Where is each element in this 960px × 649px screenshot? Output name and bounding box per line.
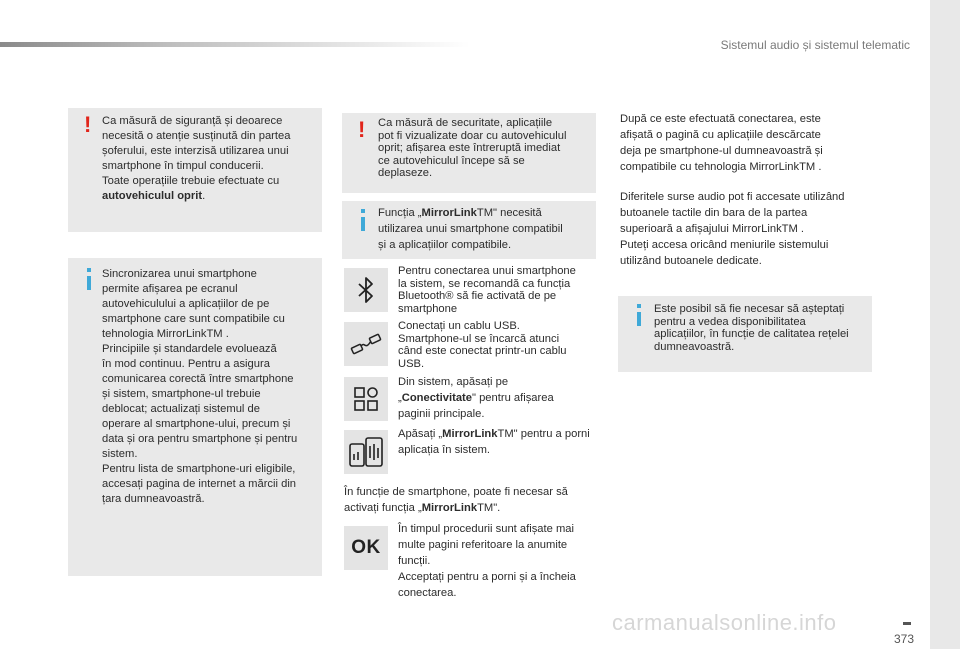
sync-info-text: Sincronizarea unui smartphone permite afișarea pe ecranul autovehiculului a aplicațiilor de pe smartphone care sunt compatibile cu tehnologia MirrorLinkTM . Principiile și standardele evoluează în mod continuu. Pentru a asigura comunicarea corectă între smartphone și sistem, smartphone-ul trebuie deblocat; actualizați sistemul de operare al smartphone-ului, precum și data și ora pentru smartphone și pentru sistem. Pentru lista de smartphone-uri eligibile, accesați pagina de internet a mărcii din țara dumneavoastră. — [102, 268, 298, 505]
mirrorlink-icon-box — [344, 430, 388, 474]
connectivity-icon-box — [344, 377, 388, 421]
info-icon-dot — [361, 209, 365, 213]
mirrorlink-phone-icon — [348, 436, 384, 468]
activate-mirrorlink-text: În funcție de smartphone, poate fi necesar să activați funcția „MirrorLinkTM". — [344, 486, 568, 514]
info-icon-dot — [87, 268, 91, 272]
mirrorlink-requirement-text: Funcția „MirrorLinkTM" necesită utilizarea unui smartphone compatibil și a aplicațiilor compatibile. — [378, 207, 563, 251]
ok-button-icon: OK — [351, 537, 381, 558]
bluetooth-step-text: Pentru conectarea unui smartphone la sistem, se recomandă ca funcția Bluetooth® să fie activată de pe smartphone — [398, 265, 576, 315]
warning-icon: ! — [358, 117, 366, 142]
page-edge-tab — [930, 0, 960, 649]
section-title: Sistemul audio și sistemul telematic — [720, 38, 910, 52]
usb-step-text: Conectați un cablu USB. Smartphone-ul se încarcă atunci când este conectat printr-un cablu USB. — [398, 320, 567, 370]
ok-icon-box — [344, 526, 388, 570]
usb-cable-icon — [349, 329, 383, 359]
connectivity-step-text: Din sistem, apăsați pe „Conectivitate" pentru afișarea paginii principale. — [398, 376, 554, 420]
info-icon — [637, 312, 641, 326]
mirrorlink-requirement-box — [342, 201, 596, 259]
info-icon — [361, 217, 365, 231]
ok-step-text: În timpul procedurii sunt afișate mai multe pagini referitoare la anumite funcții. Acceptați pentru a porni și a încheia conectarea. — [398, 523, 576, 599]
sync-info-box — [68, 258, 322, 576]
page-number: 373 — [893, 632, 914, 646]
security-warning-box — [342, 113, 596, 193]
bluetooth-icon-box — [344, 268, 388, 312]
info-icon — [87, 276, 91, 290]
safety-warning-text: Ca măsură de siguranță și deoarece necesită o atenție susținută din partea șoferului, este interzisă utilizarea unui smartphone în timpul conducerii. Toate operațiile trebuie efectuate cu autovehiculul oprit. — [102, 115, 291, 202]
warning-icon: ! — [84, 112, 92, 137]
header-gradient-bar — [0, 42, 470, 47]
watermark: carmanualsonline.info — [612, 610, 837, 635]
bluetooth-icon — [355, 275, 377, 305]
audio-sources-paragraph: Diferitele surse audio pot fi accesate utilizând butoanele tactile din bara de la partea superioară a afișajului MirrorLinkTM . Puteți accesa oricând meniurile sistemului utilizând butoanele dedicate. — [620, 191, 845, 267]
connection-result-paragraph: După ce este efectuată conectarea, este afișată o pagină cu aplicațiile descărcate deja pe smartphone-ul dumneavoastră și compatibile cu tehnologia MirrorLinkTM . — [620, 113, 823, 173]
grid-apps-icon — [353, 386, 379, 412]
network-info-text: Este posibil să fie necesar să așteptați pentru a vedea disponibilitatea aplicațiilor, în funcție de calitatea rețelei dumneavoastră. — [654, 303, 849, 353]
usb-icon-box — [344, 322, 388, 366]
mirrorlink-step-text: Apăsați „MirrorLinkTM" pentru a porni aplicația în sistem. — [398, 428, 590, 456]
security-warning-text: Ca măsură de securitate, aplicațiile pot fi vizualizate doar cu autovehiculul oprit; afișarea este întreruptă imediat ce autovehiculul începe să se deplaseze. — [378, 117, 567, 179]
info-icon-dot — [637, 304, 641, 308]
network-info-box — [618, 296, 872, 372]
safety-warning-box — [68, 108, 322, 232]
